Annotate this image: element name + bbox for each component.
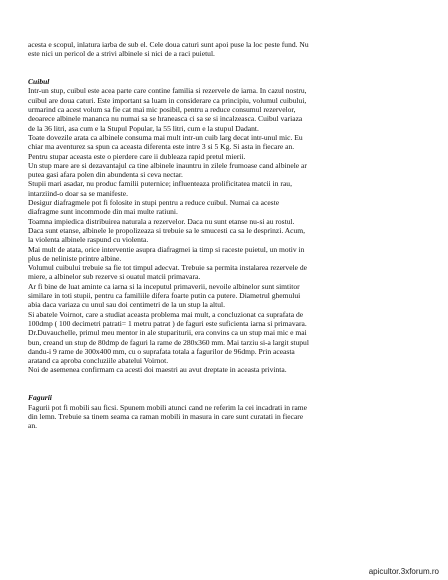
text-line: Toamna impiedica distribuirea naturala a rezervelor. Daca nu sunt etanse nu-si au rostul.: [28, 216, 295, 226]
text-line: Un stup mare are si dezavantajul ca tine albinele inauntru in zilele frumoase cand albinele ar: [28, 160, 307, 170]
text-line: diafragme sunt incommode din mai multe ratiuni.: [28, 207, 178, 217]
text-line: urmarind ca acest volum sa fie cat mai mic posibil, pentru a reduce consumul rezervelor,: [28, 105, 296, 115]
section-body-fagurii: [28, 403, 428, 431]
document-page: [28, 40, 428, 430]
spacer: [28, 68, 428, 77]
text-line: Pentru stupar aceasta este o pierdere care ii dubleaza rapid pretul mierii.: [28, 151, 246, 161]
text-line: acesta e scopul, inlatura iarba de sub el. Cele doua caturi sunt apoi puse la loc peste fund. Nu: [28, 40, 309, 49]
text-line: Stupii mari asadar, nu produc familii puternice; influenteaza prolificitatea matcii in rau,: [28, 179, 292, 189]
section-body-cuibul: [28, 86, 428, 374]
text-line: Fagurii pot fi mobili sau ficsi. Spunem mobili atunci cand ne referim la cei incadrati in rame: [28, 402, 307, 412]
spacer: [28, 375, 428, 384]
section-heading-cuibul: Cuibul: [28, 77, 50, 87]
text-line: din lemn. Trebuie sa tinem seama ca raman mobili in masura in care sunt curatati in fiecare: [28, 411, 304, 421]
text-line: dandu-i 9 rame de 300x400 mm, cu o suprafata totala a fagurilor de 96dmp. Prin aceasta: [28, 346, 295, 356]
intro-paragraph: [28, 40, 428, 59]
text-line: an.: [28, 421, 38, 431]
text-line: deoarece albinele mananca nu numai sa se hraneasca ci sa se si incalzeasca. Cuibul variaza: [28, 114, 303, 124]
spacer: [28, 384, 428, 393]
text-line: Si abatele Voirnot, care a studiat aceasta problema mai mult, a concluzionat ca suprafata de: [28, 309, 304, 319]
text-line: Mai mult de atata, orice interventie asupra diafragmei ia timp si raceste puietul, un motiv in: [28, 244, 305, 254]
text-line: este nici un pericol de a strivi albinele si nici de a raci puietul.: [28, 49, 215, 59]
text-line: Toate dovezile arata ca albinele consuma mai mult intr-un cuib larg decat intr-unul mic. Eu: [28, 132, 303, 142]
text-line: Desigur diafragmele pot fi folosite in stupi pentru a reduce cuibul. Numai ca aceste: [28, 198, 280, 208]
text-line: de la 36 litri, asa cum e la Stupul Popular, la 55 litri, cum e la stupul Dadant.: [28, 123, 259, 133]
text-line: Dr.Duvauchelle, primul meu mentor in ale stupariturii, era convins ca un stup mai mic e mai: [28, 328, 307, 338]
section-heading-fagurii: Fagurii: [28, 393, 52, 403]
text-line: intarziind-o doar sa se manifeste.: [28, 188, 128, 198]
spacer: [28, 59, 428, 68]
site-watermark: apicultor.3xforum.ro: [368, 567, 439, 576]
text-line: Noi de asemenea confirmam ca acesti doi maestri au avut dreptate in aceasta privinta.: [28, 365, 287, 375]
text-line: aratand ca aproba concluziile abatelui Voirnot.: [28, 356, 169, 366]
text-line: miere, a albinelor sub rezerve si ouatul matcii primavara.: [28, 272, 201, 282]
text-line: 100dmp ( 100 decimetri patrati= 1 metru patrat ) de faguri este suficienta iarna si primavara.: [28, 318, 307, 328]
text-line: Intr-un stup, cuibul este acea parte care contine familia si rezervele de iarna. In cazul nostru,: [28, 86, 307, 96]
text-line: cuibul are doua caturi. Este important sa luam in considerare ca principiu, volumul cuibului,: [28, 95, 307, 105]
text-line: la violenta albinele raspund cu violenta.: [28, 235, 149, 245]
text-line: bun, creand un stup de 80dmp de faguri la rame de 280x360 mm. Mai tarziu si-a largit stupul: [28, 337, 309, 347]
text-line: plus de neliniste printre albine.: [28, 253, 122, 263]
text-line: Volumul cuibului trebuie sa fie tot timpul adecvat. Trebuie sa permita instalarea rezervele de: [28, 263, 308, 273]
text-line: putea gasi afara polen din abundenta si ceva nectar.: [28, 170, 183, 180]
text-line: Daca sunt etanse, albinele le propolizeaza si trebuie sa le smucesti ca sa le desprinzi. Acum,: [28, 225, 306, 235]
text-line: similare in toti stupii, pentru ca familiile difera foarte putin ca putere. Diametrul ghemului: [28, 291, 301, 301]
text-line: abia daca variaza cu unul sau doi centimetri de la un stup la altul.: [28, 300, 225, 310]
text-line: Ar fi bine de luat aminte ca iarna si la inceputul primaverii, nevoile albinelor sunt simtitor: [28, 281, 300, 291]
text-line: chiar ma aventurez sa spun ca aceasta diferenta este intre 3 si 5 Kg. Si asta in fiecare an.: [28, 142, 295, 152]
